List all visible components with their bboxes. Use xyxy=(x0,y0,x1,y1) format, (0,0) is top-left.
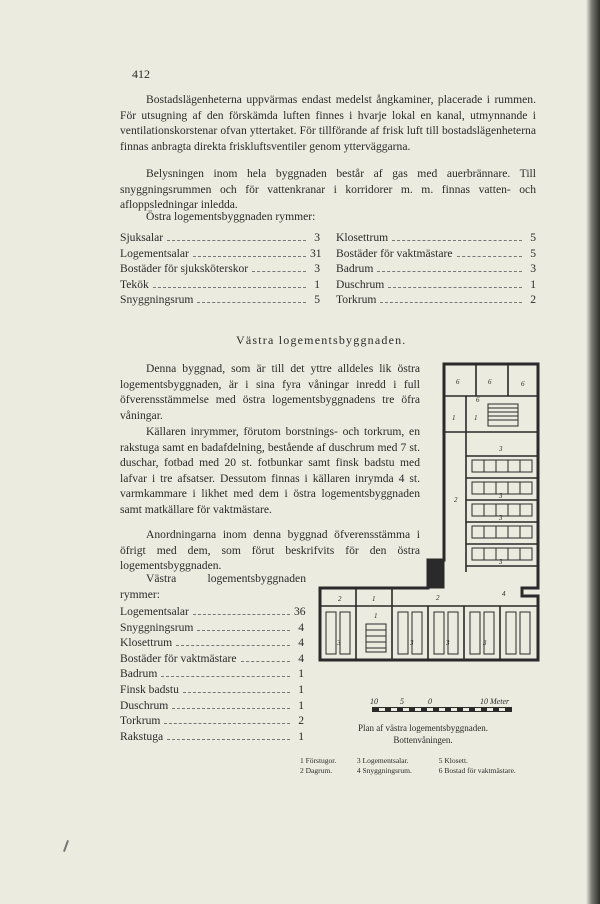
paragraph-west-intro xyxy=(120,571,306,602)
plan-room-number: 6 xyxy=(488,378,492,386)
scale-label: 10 xyxy=(370,697,378,706)
list-item: Klosettrum 5 xyxy=(336,231,536,244)
page-blemish xyxy=(63,840,69,852)
scale-bar xyxy=(370,697,520,713)
paragraph-west-description-text: Denna byggnad, som är till det yttre alldeles lik östra logementsbyggnaden, är i sina fyra våningar inredd i full öfverensstämmelse med östra logementsbyggnadens tre öfra våningar. xyxy=(120,362,420,422)
plan-legend xyxy=(300,756,516,776)
plan-room-number: 6 xyxy=(476,396,480,404)
plan-room-number: 6 xyxy=(456,378,460,386)
list-item: Torkrum 2 xyxy=(336,293,536,307)
paragraph-heating xyxy=(120,92,536,154)
plan-room-number: 2 xyxy=(436,594,440,602)
plan-room-number: 1 xyxy=(374,612,378,620)
legend-item: 1 Förstugor. xyxy=(300,756,337,765)
paragraph-east-intro-text: Östra logementsbyggnaden rymmer: xyxy=(146,210,316,223)
list-item: Logementsalar 31 xyxy=(120,246,322,260)
list-item: Bostäder för vaktmästare 5 xyxy=(336,246,536,260)
plan-room-number: 3 xyxy=(337,639,341,647)
plan-room-number: 3 xyxy=(499,514,503,522)
list-item: Klosettrum 4 xyxy=(120,636,304,650)
plan-room-number: 2 xyxy=(338,595,342,603)
paragraph-lighting-text: Belysningen inom hela byggnaden består af gas med auerbrännare. Till snyggningsrummen och för vattenkranar i korridorer m. m. finnas vatten- och afloppsledningar inledda. xyxy=(120,167,536,212)
list-item: Rakstuga 1 xyxy=(120,729,304,743)
list-item: Logementsalar 36 xyxy=(120,605,306,618)
east-rooms-right-list xyxy=(336,230,536,308)
list-item: Bostäder för vaktmästare 4 xyxy=(120,651,304,665)
plan-room-number: 1 xyxy=(452,414,456,422)
list-item: Duschrum 1 xyxy=(120,698,304,712)
list-item: Badrum 1 xyxy=(120,667,304,681)
floor-plan-drawing xyxy=(316,360,546,680)
legend-item: 6 Bostad för vaktmästare. xyxy=(438,766,516,775)
paragraph-west-intro-text: Västra logementsbyggnaden rymmer: xyxy=(120,572,306,601)
scale-bar-graphic xyxy=(372,707,512,712)
east-rooms-left-list xyxy=(120,230,320,308)
scale-label: 5 xyxy=(400,697,404,706)
figure-caption xyxy=(330,722,516,746)
caption-title: Plan af västra logementsbyggnaden. xyxy=(358,723,488,733)
paragraph-lighting xyxy=(120,166,536,213)
plan-room-number: 3 xyxy=(446,639,450,647)
paragraph-west-arrangements-text: Anordningarna inom denna byggnad öfverensstämma i öfrigt med dem, som förut beskrifvits för den östra logementsbyggnaden. xyxy=(120,528,420,573)
plan-room-number: 3 xyxy=(499,445,503,453)
plan-room-number: 3 xyxy=(499,558,503,566)
plan-room-number: 3 xyxy=(410,639,414,647)
plan-room-number: 1 xyxy=(372,595,376,603)
plan-room-number: 4 xyxy=(502,590,506,598)
legend-item: 2 Dagrum. xyxy=(300,766,333,775)
legend-item: 4 Snyggningsrum. xyxy=(356,766,412,775)
list-item: Torkrum 2 xyxy=(120,714,304,728)
plan-room-number: 2 xyxy=(454,496,458,504)
page-edge-shadow xyxy=(586,0,600,904)
list-item: Badrum 3 xyxy=(336,262,536,276)
scale-label: 10 Meter xyxy=(480,697,510,706)
plan-room-number: 1 xyxy=(474,414,478,422)
plan-room-number: 6 xyxy=(521,380,525,388)
list-item: Duschrum 1 xyxy=(336,277,536,291)
paragraph-heating-text: Bostadslägenheterna uppvärmas endast medelst ångkaminer, placerade i rummen. För utsugning af den förskämda luften finnes i hvarje lokal en kanal, utmynnande i ventilationskorstenar ofvan yttertaket. För tillförande af frisk luft till bostadslägenheterna finnas anbragta direkta friskluftsventiler genom ytterväggarna. xyxy=(120,93,536,153)
list-item: Snyggningsrum 4 xyxy=(120,620,304,634)
list-item: Sjuksalar 3 xyxy=(120,231,320,244)
paragraph-west-basement-text: Källaren inrymmer, förutom borstnings- och torkrum, en rakstuga samt en badafdelning, bestående af duschrum med 7 st. duschar, fotbad med 20 st. fotbunkar samt finsk badstu med lafvar i tre afsatser. Dessutom finnas i källaren inrymda 4 st. varmkammare i likhet med dem i östra logementsbyggnaden samt matkällare för vaktmästare. xyxy=(120,425,420,516)
west-rooms-list xyxy=(120,604,304,744)
legend-item: 5 Klosett. xyxy=(438,756,468,765)
plan-room-number: 3 xyxy=(483,639,487,647)
legend-item: 3 Logementsalar. xyxy=(356,756,409,765)
scale-label: 0 xyxy=(428,697,432,706)
paragraph-east-intro xyxy=(120,209,536,225)
list-item: Finsk badstu 1 xyxy=(120,682,304,696)
list-item: Bostäder för sjuksköterskor 3 xyxy=(120,262,320,276)
plan-room-number: 3 xyxy=(499,492,503,500)
list-item: Snyggningsrum 5 xyxy=(120,293,320,307)
list-item: Tekök 1 xyxy=(120,277,320,291)
page-number: 412 xyxy=(132,67,150,81)
caption-subtitle: Bottenvåningen. xyxy=(393,735,453,745)
section-heading: Västra logementsbyggnaden. xyxy=(236,333,407,347)
